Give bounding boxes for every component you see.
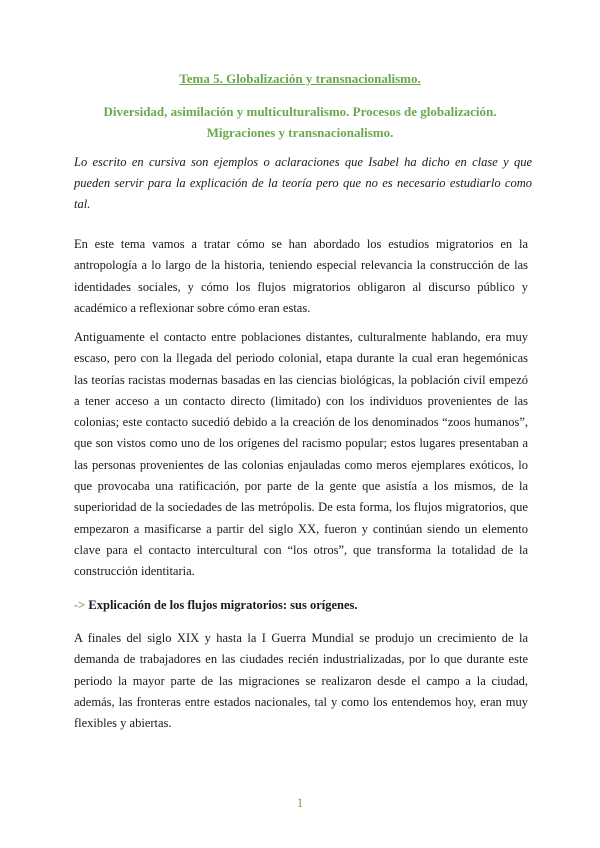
paragraph-intro: En este tema vamos a tratar cómo se han abordado los estudios migratorios en la antropología a lo largo de la historia, teniendo especial relevancia la construcción de las identidades sociales, y cómo los flujos migratorios obligaron al discurso público y académico a reflexionar sobre cómo eran estas. [74, 237, 528, 315]
italic-note: Lo escrito en cursiva son ejemplos o aclaraciones que Isabel ha dicho en clase y que pueden servir para la explicación de la teoría pero que no es necesario estudiarlo como tal. [74, 155, 532, 211]
section-heading [74, 598, 358, 613]
document-subtitle: Diversidad, asimilación y multiculturalismo. Procesos de globalización. Migraciones y transnacionalismo. [103, 104, 497, 140]
arrow-icon: -> [74, 598, 86, 612]
page-number: 1 [296, 795, 304, 810]
section-heading-text: Explicación de los flujos migratorios: sus orígenes. [88, 598, 358, 612]
paragraph-history: Antiguamente el contacto entre poblaciones distantes, culturalmente hablando, era muy escaso, pero con la llegada del periodo colonial, etapa durante la cual eran hegemónicas las teorías racistas modernas basadas en las ciencias biológicas, la población civil empezó a tener acceso a un contacto directo (limitado) con los individuos provenientes de las colonias; este contacto sucedió debido a la creación de los denominados “zoos humanos”, que son vistos como uno de los orígenes del racismo popular; estos lugares presentaban a las personas provenientes de las colonias enjauladas como meros ejemplares exóticos, lo que provocaba una ratificación, por parte de la gente que asistía a los mismos, de la superioridad de la sociedades de las metrópolis. De esta forma, los flujos migratorios, que empezaron a masificarse a partir del siglo XX, fueron y continúan siendo un elemento clave para el contacto intercultural con “los otros”, que transforma la totalidad de la construcción identitaria. [74, 330, 528, 579]
document-title: Tema 5. Globalización y transnacionalismo. [179, 71, 421, 86]
paragraph-origins: A finales del siglo XIX y hasta la I Guerra Mundial se produjo un crecimiento de la demanda de trabajadores en las ciudades recién industrializadas, por lo que durante este periodo la mayor parte de las migraciones se realizaron desde el campo a la ciudad, además, las fronteras entre estados nacionales, tal y como los entendemos hoy, eran muy flexibles y abiertas. [74, 631, 528, 731]
